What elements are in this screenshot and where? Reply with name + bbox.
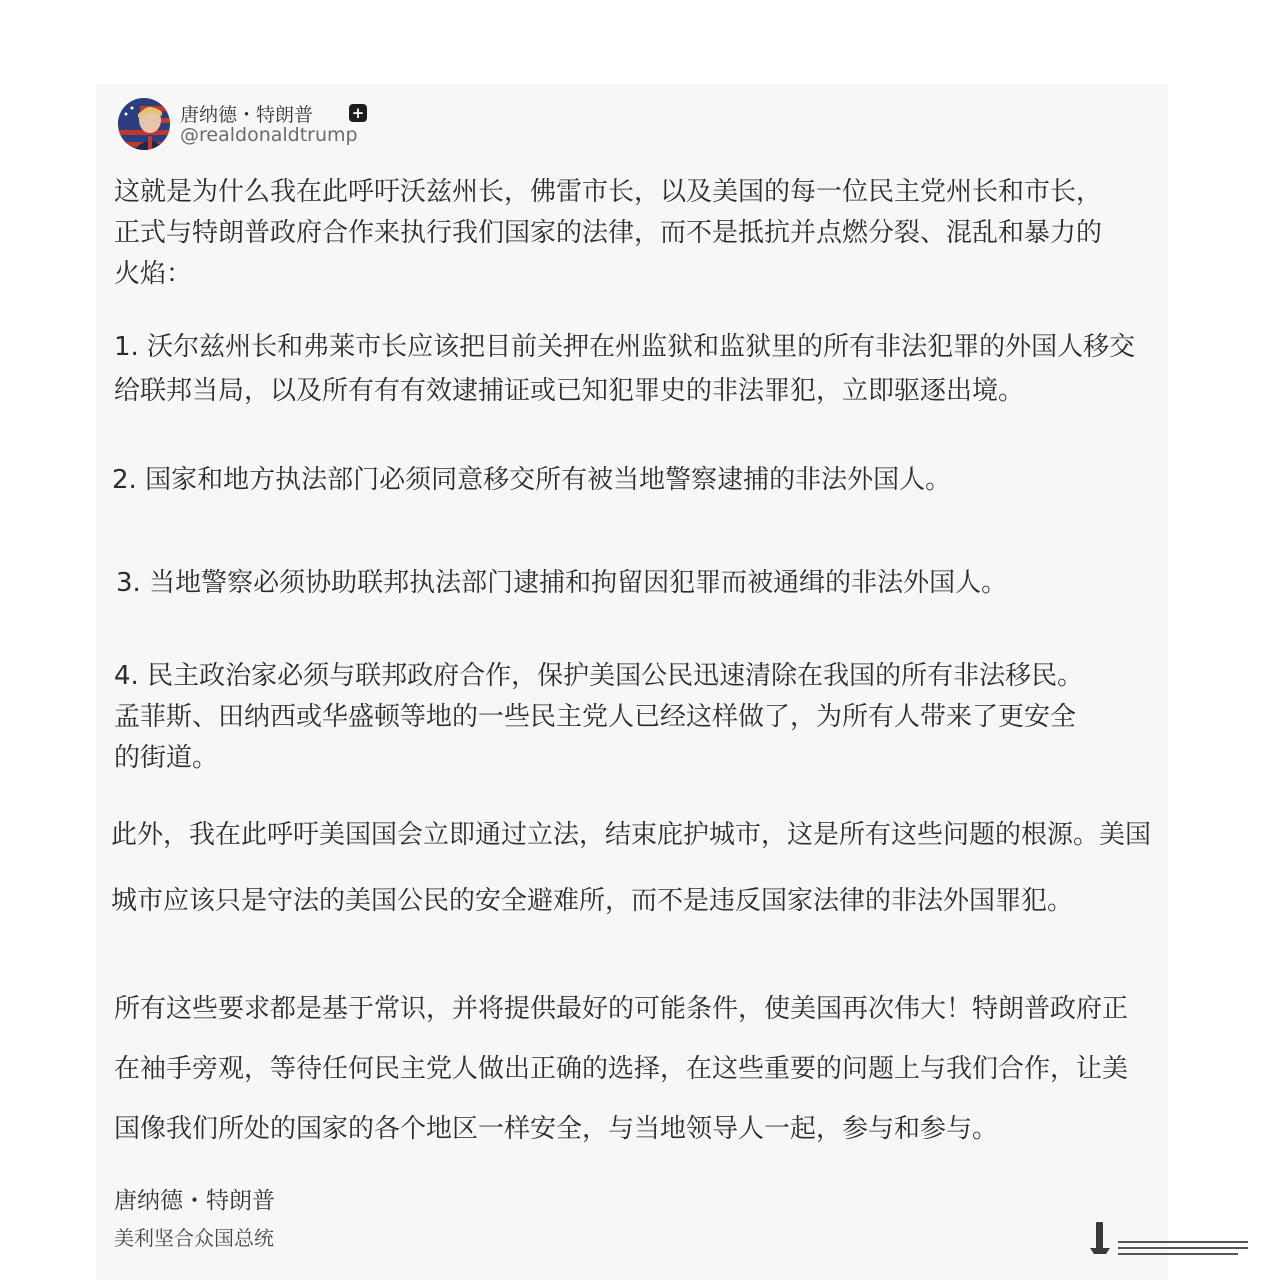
text-line: 1. 沃尔兹州长和弗莱市长应该把目前关押在州监狱和监狱里的所有非法犯罪的外国人移交 bbox=[114, 332, 1136, 362]
text-line: 3. 当地警察必须协助联邦执法部门逮捕和拘留因犯罪而被通缉的非法外国人。 bbox=[116, 568, 1008, 598]
display-name[interactable]: 唐纳德・特朗普 bbox=[180, 104, 314, 126]
text-line: 4. 民主政治家必须与联邦政府合作，保护美国公民迅速清除在我国的所有非法移民。 bbox=[114, 661, 1084, 691]
plus-icon[interactable]: + bbox=[349, 104, 367, 122]
signature-name: 唐纳德・特朗普 bbox=[114, 1188, 275, 1214]
list-item-1 bbox=[114, 325, 1135, 413]
text-line: 火焰： bbox=[114, 259, 193, 289]
text-line: 这就是为什么我在此呼吁沃兹州长，佛雷市长，以及美国的每一位民主党州长和市长， bbox=[114, 177, 1103, 207]
text-line: 城市应该只是守法的美国公民的安全避难所，而不是违反国家法律的非法外国罪犯。 bbox=[111, 886, 1074, 916]
list-item-4 bbox=[114, 656, 1083, 779]
text-line: 的街道。 bbox=[114, 743, 219, 773]
avatar-portrait-flag-icon bbox=[118, 98, 170, 150]
avatar[interactable] bbox=[118, 98, 170, 150]
intro-paragraph bbox=[114, 172, 1102, 295]
signature-title: 美利坚合众国总统 bbox=[114, 1226, 274, 1250]
text-line: 正式与特朗普政府合作来执行我们国家的法律，而不是抵抗并点燃分裂、混乱和暴力的 bbox=[114, 218, 1103, 248]
text-line: 此外，我在此呼吁美国国会立即通过立法，结束庇护城市，这是所有这些问题的根源。美国 bbox=[111, 820, 1152, 850]
text-line: 国像我们所处的国家的各个地区一样安全，与当地领导人一起，参与和参与。 bbox=[114, 1114, 999, 1144]
list-item-3 bbox=[116, 563, 1007, 603]
text-line: 给联邦当局，以及所有有有效逮捕证或已知犯罪史的非法罪犯，立即驱逐出境。 bbox=[114, 376, 1025, 406]
text-line: 2. 国家和地方执法部门必须同意移交所有被当地警察逮捕的非法外国人。 bbox=[112, 465, 952, 495]
text-line: 在袖手旁观，等待任何民主党人做出正确的选择，在这些重要的问题上与我们合作，让美 bbox=[114, 1054, 1129, 1084]
text-line: 所有这些要求都是基于常识，并将提供最好的可能条件，使美国再次伟大！特朗普政府正 bbox=[114, 994, 1129, 1024]
watermark-logo-icon bbox=[1088, 1218, 1256, 1258]
text-line: 孟菲斯、田纳西或华盛顿等地的一些民主党人已经这样做了，为所有人带来了更安全 bbox=[114, 702, 1077, 732]
closing-paragraph bbox=[114, 979, 1128, 1159]
user-handle[interactable]: @realdonaldtrump bbox=[180, 124, 358, 146]
congress-paragraph bbox=[111, 802, 1151, 934]
list-item-2 bbox=[112, 460, 951, 500]
